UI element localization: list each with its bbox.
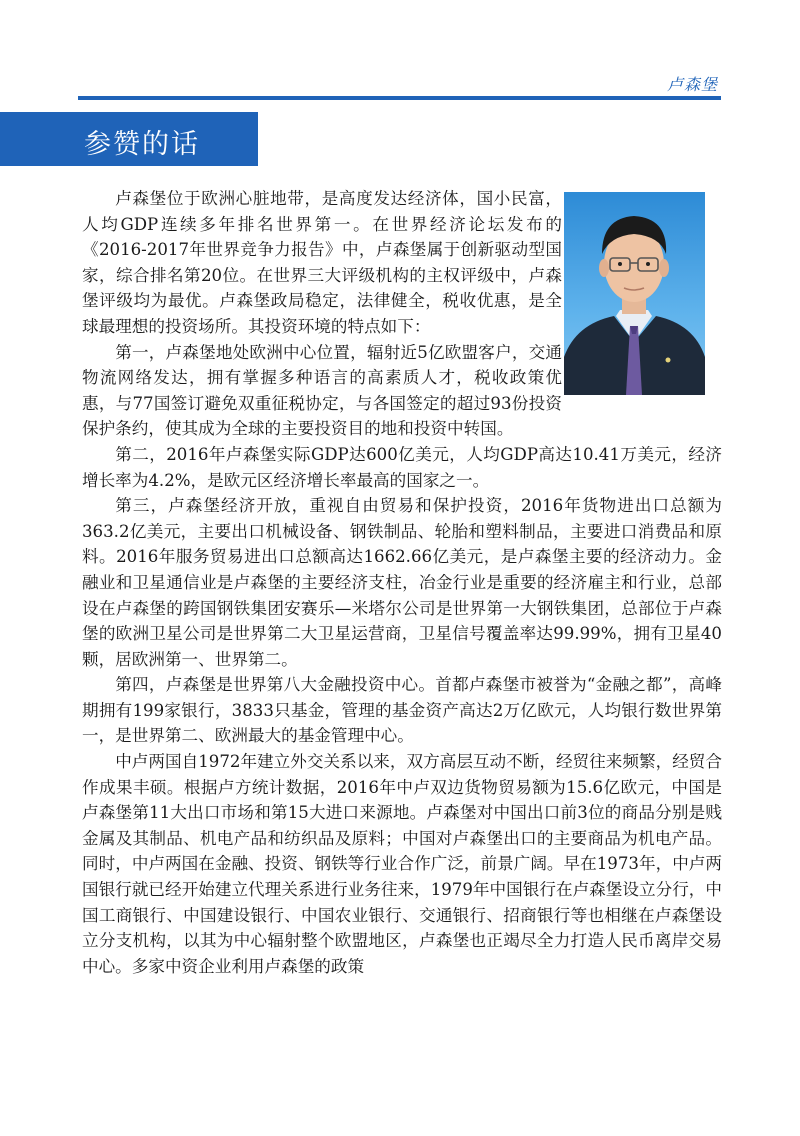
section-title: 参赞的话 [84, 129, 200, 160]
country-label: 卢森堡 [666, 75, 718, 94]
article-body [82, 186, 722, 979]
paragraph-intro: 卢森堡位于欧洲心脏地带，是高度发达经济体，国小民富，人均GDP连续多年排名世界第一。在世界经济论坛发布的《2016-2017年世界竞争力报告》中，卢森堡属于创新驱动型国家，综合排名第20位。在世界三大评级机构的主权评级中，卢森堡评级均为最优。卢森堡政局稳定，法律健全，税收优惠，是全球最理想的投资场所。其投资环境的特点如下： [82, 189, 562, 336]
paragraph-bilateral-relations: 中卢两国自1972年建立外交关系以来，双方高层互动不断，经贸往来频繁，经贸合作成果丰硕。根据卢方统计数据，2016年中卢双边货物贸易额为15.6亿欧元，中国是卢森堡第11大出口市场和第15大进口来源地。卢森堡对中国出口前3位的商品分别是贱金属及其制品、机电产品和纺织品及原料；中国对卢森堡出口的主要商品为机电产品。同时，中卢两国在金融、投资、钢铁等行业合作广泛，前景广阔。早在1973年，中卢两国银行就已经开始建立代理关系进行业务往来，1979年中国银行在卢森堡设立分行，中国工商银行、中国建设银行、中国农业银行、交通银行、招商银行等也相继在卢森堡设立分支机构，以其为中心辐射整个欧盟地区，卢森堡也正竭尽全力打造人民币离岸交易中心。多家中资企业利用卢森堡的政策 [82, 752, 722, 976]
paragraph-point-one: 第一，卢森堡地处欧洲中心位置，辐射近5亿欧盟客户，交通物流网络发达，拥有掌握多种语言的高素质人才，税收政策优惠，与77国签订避免双重征税协定，与各国签定的超过93份投资保护条约，使其成为全球的主要投资目的地和投资中转国。 [82, 342, 562, 439]
section-title-band [0, 112, 258, 166]
paragraph-point-two: 第二，2016年卢森堡实际GDP达600亿美元，人均GDP高达10.41万美元，经济增长率为4.2%，是欧元区经济增长率最高的国家之一。 [82, 444, 722, 490]
photo-float-space [562, 186, 722, 398]
paragraph-point-four: 第四，卢森堡是世界第八大金融投资中心。首都卢森堡市被誉为“金融之都”，高峰期拥有199家银行，3833只基金，管理的基金资产高达2万亿欧元，人均银行数世界第一，是世界第二、欧洲最大的基金管理中心。 [82, 675, 722, 746]
header-rule [78, 96, 721, 100]
paragraph-point-three: 第三，卢森堡经济开放，重视自由贸易和保护投资，2016年货物进出口总额为363.2亿美元，主要出口机械设备、钢铁制品、轮胎和塑料制品，主要进口消费品和原料。2016年服务贸易进出口总额高达1662.66亿美元，是卢森堡主要的经济动力。金融业和卫星通信业是卢森堡的主要经济支柱，冶金行业是重要的经济雇主和行业，总部设在卢森堡的跨国钢铁集团安赛乐—米塔尔公司是世界第一大钢铁集团，总部位于卢森堡的欧洲卫星公司是世界第二大卫星运营商，卫星信号覆盖率达99.99%，拥有卫星40颗，居欧洲第一、世界第二。 [82, 496, 722, 669]
